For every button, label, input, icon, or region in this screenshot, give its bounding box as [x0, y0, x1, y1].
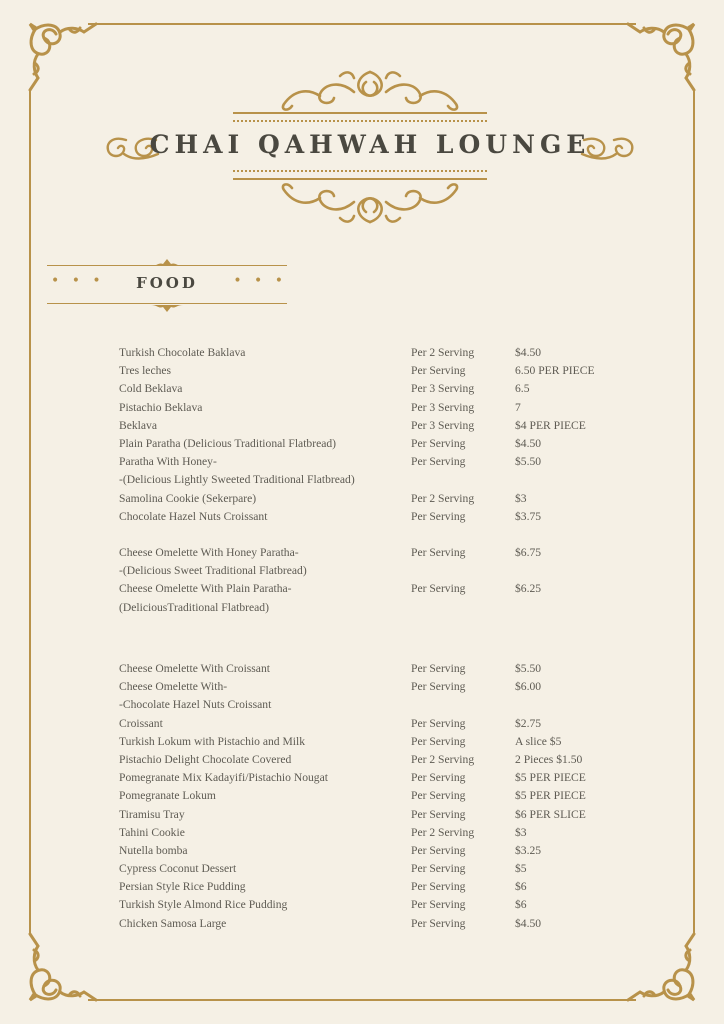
menu-item-name: Nutella bomba [119, 843, 188, 857]
menu-group-3 [119, 660, 639, 933]
menu-item-unit: Per 3 Serving [411, 382, 475, 396]
menu-item [119, 453, 639, 471]
menu-item-name: Cheese Omelette With Plain Paratha- [119, 582, 292, 596]
menu-item-price: $5.50 [515, 455, 542, 469]
menu-item-price: $6 PER SLICE [515, 807, 586, 821]
menu-item [119, 824, 639, 842]
ornament-top-bar [233, 112, 487, 122]
menu-item-name: Tiramisu Tray [119, 807, 185, 821]
dots-left: • • • [51, 273, 105, 289]
menu-item-name: Plain Paratha (Delicious Traditional Flatbread) [119, 436, 337, 450]
menu-item-unit: Per Serving [411, 364, 466, 378]
menu-item-price: $3.25 [515, 843, 542, 857]
menu-list [119, 344, 639, 933]
flourish-right-icon [580, 134, 636, 162]
menu-item [119, 508, 639, 526]
menu-item-price: $6 [515, 880, 527, 894]
menu-item-price: $4 PER PIECE [515, 418, 586, 432]
menu-item-name: Chocolate Hazel Nuts Croissant [119, 509, 268, 523]
menu-item-name: Pistachio Delight Chocolate Covered [119, 752, 292, 766]
menu-item-price: $5 [515, 862, 527, 876]
header [100, 62, 640, 232]
corner-ornament-top-left [26, 20, 106, 100]
menu-item-unit: Per 2 Serving [411, 752, 475, 766]
menu-item-unit: Per Serving [411, 807, 466, 821]
menu-item-price: 2 Pieces $1.50 [515, 752, 583, 766]
menu-item-unit: Per 3 Serving [411, 418, 475, 432]
spacer [119, 635, 639, 660]
menu-item-unit: Per Serving [411, 734, 466, 748]
menu-item-price: 6.50 PER PIECE [515, 364, 595, 378]
menu-item [119, 715, 639, 733]
menu-item-name: Paratha With Honey- [119, 455, 217, 469]
dots-right: • • • [233, 273, 287, 289]
menu-item-name: Cheese Omelette With Croissant [119, 662, 270, 675]
corner-ornament-bottom-right [618, 924, 698, 1004]
menu-item-unit: Per Serving [411, 789, 466, 803]
ornament-top-flourish [270, 66, 470, 116]
menu-item [119, 380, 639, 398]
menu-item-name: Beklava [119, 418, 157, 432]
menu-item-name: Cypress Coconut Dessert [119, 862, 237, 876]
menu-item-price: $4.50 [515, 346, 542, 359]
menu-item-unit: Per 2 Serving [411, 346, 475, 359]
border-top [88, 23, 636, 25]
spacer [119, 617, 639, 635]
menu-item [119, 399, 639, 417]
menu-item-price: $5 PER PIECE [515, 771, 586, 785]
spacer [119, 526, 639, 544]
menu-item-name: Tres leches [119, 364, 172, 378]
menu-item [119, 660, 639, 678]
menu-item-name: Chicken Samosa Large [119, 916, 227, 930]
section-header-food [47, 258, 287, 314]
menu-item-name: Turkish Style Almond Rice Pudding [119, 898, 288, 912]
border-right [693, 90, 695, 934]
menu-item-name: -(Delicious Sweet Traditional Flatbread) [119, 564, 307, 578]
menu-item-unit: Per Serving [411, 862, 466, 876]
menu-item-price: $3 [515, 491, 527, 505]
menu-item [119, 580, 639, 598]
menu-item-unit: Per Serving [411, 880, 466, 894]
menu-item-name: Cold Beklava [119, 382, 183, 396]
menu-item [119, 842, 639, 860]
menu-item-unit: Per Serving [411, 436, 466, 450]
menu-item-price: $4.50 [515, 916, 542, 930]
menu-item-name: Cheese Omelette With- [119, 680, 228, 694]
menu-item [119, 860, 639, 878]
menu-item [119, 878, 639, 896]
border-left [29, 90, 31, 934]
menu-item-name: (DeliciousTraditional Flatbread) [119, 600, 269, 614]
menu-group-1 [119, 344, 639, 526]
menu-item-unit: Per 2 Serving [411, 825, 475, 839]
menu-item-unit: Per Serving [411, 680, 466, 694]
menu-item-price: $3.75 [515, 509, 542, 523]
menu-item [119, 787, 639, 805]
menu-item-name: Pistachio Beklava [119, 400, 203, 414]
menu-item-unit: Per Serving [411, 916, 466, 930]
menu-item [119, 915, 639, 933]
menu-item-price: $6 [515, 898, 527, 912]
menu-item-name: Croissant [119, 716, 163, 730]
menu-item-price: $6.00 [515, 680, 542, 694]
menu-item-name: Samolina Cookie (Sekerpare) [119, 491, 257, 505]
menu-item [119, 435, 639, 453]
menu-item-price: 7 [515, 400, 521, 414]
menu-item-price: $3 [515, 825, 527, 839]
menu-item-unit: Per Serving [411, 455, 466, 469]
section-title: FOOD [136, 274, 198, 292]
menu-item [119, 562, 639, 580]
menu-item [119, 362, 639, 380]
menu-item-price: 6.5 [515, 382, 530, 396]
menu-item [119, 751, 639, 769]
page-title: CHAI QAHWAH LOUNGE [149, 130, 591, 159]
menu-item-unit: Per Serving [411, 509, 466, 523]
menu-item-unit: Per Serving [411, 898, 466, 912]
menu-item [119, 696, 639, 714]
menu-item [119, 769, 639, 787]
menu-item-unit: Per Serving [411, 843, 466, 857]
menu-item-name: Cheese Omelette With Honey Paratha- [119, 546, 299, 560]
menu-item-price: A slice $5 [515, 734, 562, 748]
corner-ornament-bottom-left [26, 924, 106, 1004]
menu-item-unit: Per Serving [411, 546, 466, 560]
menu-item-price: $6.75 [515, 546, 542, 560]
menu-item-price: $4.50 [515, 436, 542, 450]
menu-item-price: $5 PER PIECE [515, 789, 586, 803]
menu-item-name: Turkish Chocolate Baklava [119, 346, 246, 359]
menu-item-name: Tahini Cookie [119, 825, 185, 839]
menu-item [119, 733, 639, 751]
menu-item-unit: Per 2 Serving [411, 491, 475, 505]
menu-item-unit: Per 3 Serving [411, 400, 475, 414]
menu-item [119, 806, 639, 824]
menu-item [119, 471, 639, 489]
menu-item [119, 896, 639, 914]
crown-ornament-top-icon [149, 258, 185, 267]
menu-item-name: -Chocolate Hazel Nuts Croissant [119, 698, 272, 712]
menu-item-unit: Per Serving [411, 582, 466, 596]
menu-item-unit: Per Serving [411, 716, 466, 730]
menu-item-name: -(Delicious Lightly Sweeted Traditional Flatbread) [119, 473, 355, 487]
menu-group-2 [119, 544, 639, 617]
menu-item-name: Turkish Lokum with Pistachio and Milk [119, 734, 306, 748]
menu-item [119, 344, 639, 362]
menu-item-unit: Per Serving [411, 662, 466, 675]
menu-item [119, 599, 639, 617]
border-bottom [88, 999, 636, 1001]
menu-item-name: Pomegranate Mix Kadayifi/Pistachio Nougat [119, 771, 328, 785]
menu-item-price: $2.75 [515, 716, 542, 730]
crown-ornament-bottom-icon [149, 304, 185, 313]
menu-item [119, 544, 639, 562]
menu-item [119, 678, 639, 696]
menu-item-name: Persian Style Rice Pudding [119, 880, 246, 894]
menu-item-price: $5.50 [515, 662, 542, 675]
menu-item-unit: Per Serving [411, 771, 466, 785]
menu-item-price: $6.25 [515, 582, 542, 596]
ornament-bottom-flourish [270, 178, 470, 228]
menu-item [119, 490, 639, 508]
menu-item-name: Pomegranate Lokum [119, 789, 216, 803]
menu-item [119, 417, 639, 435]
